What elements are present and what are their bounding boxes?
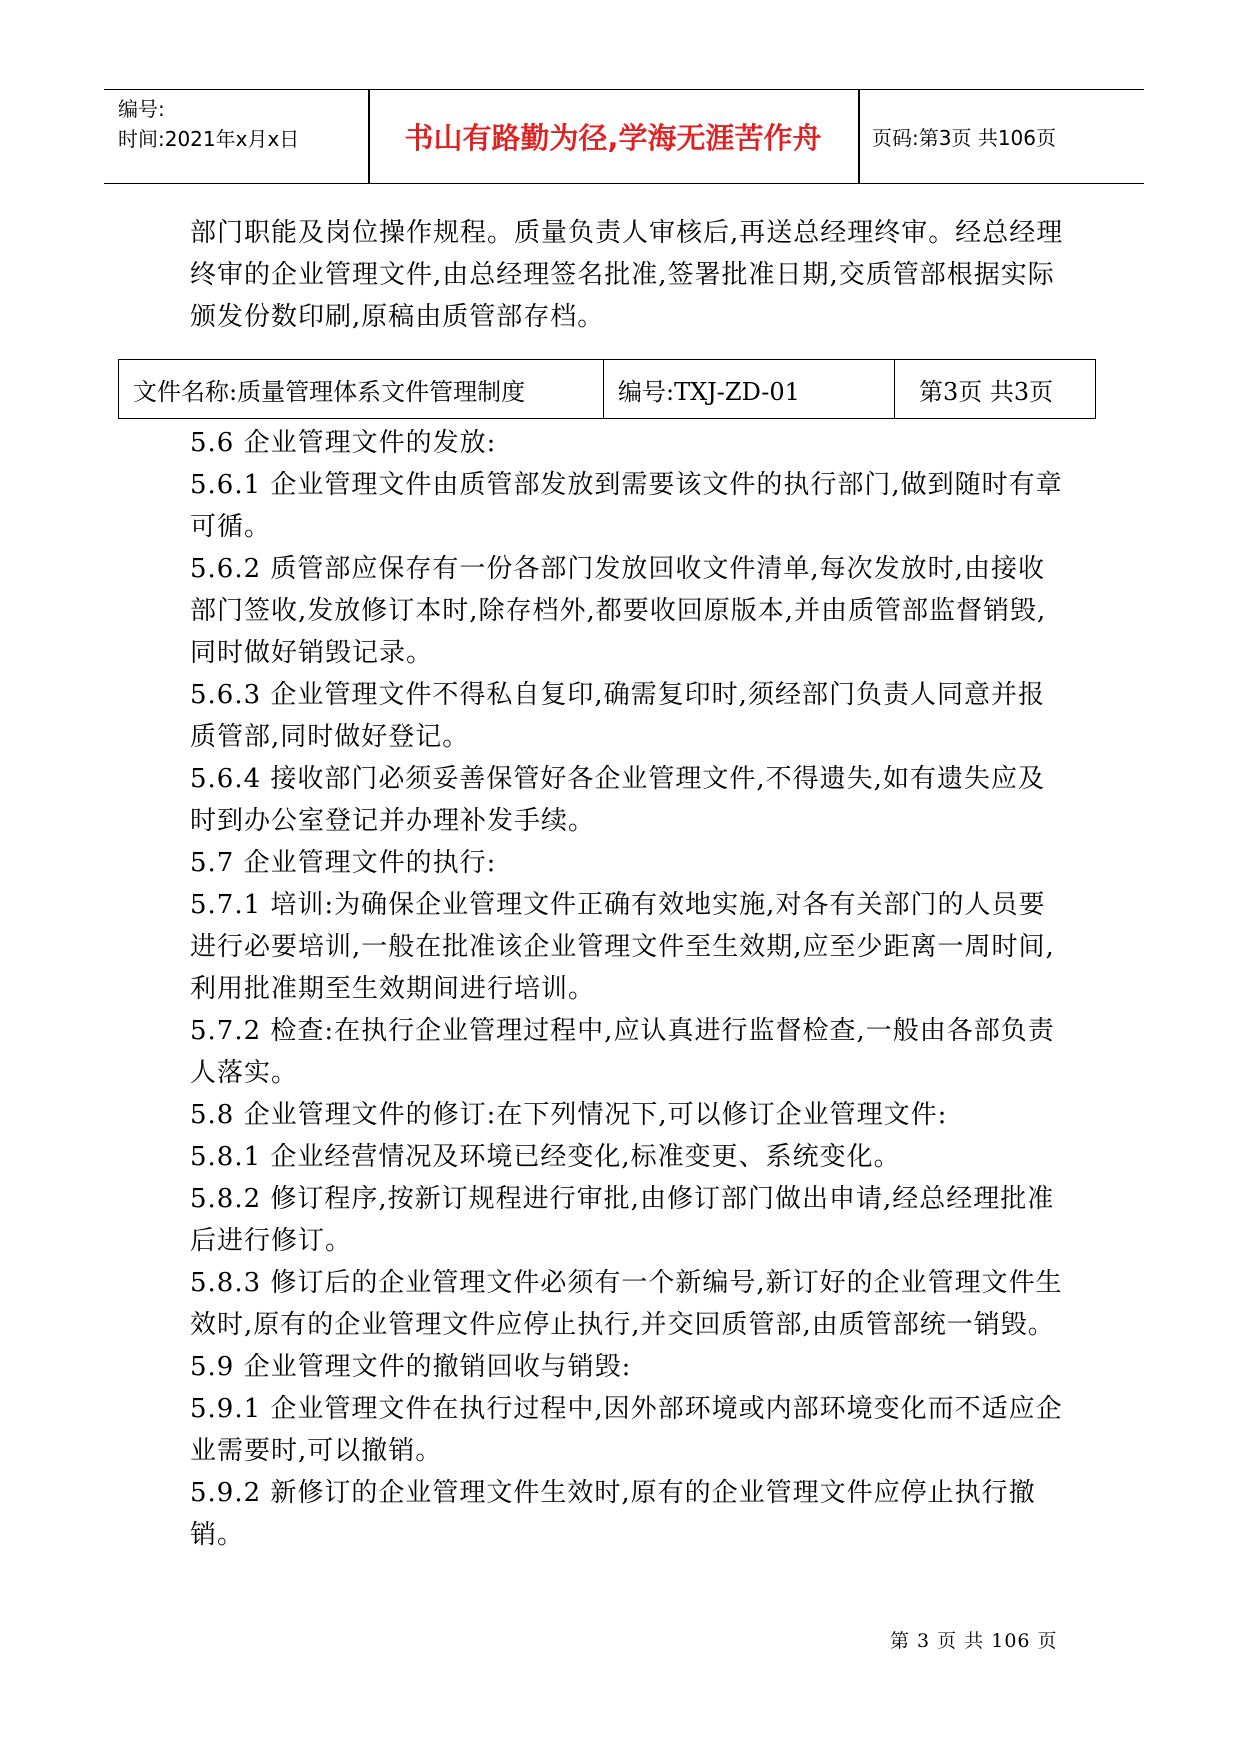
document-time: 时间:2021年x月x日 (118, 127, 300, 151)
section-5-6-4: 5.6.4 接收部门必须妥善保管好各企业管理文件,不得遗失,如有遗失应及时到办公室登记并办理补发手续。 (190, 764, 1045, 836)
section-5-8-2: 5.8.2 修订程序,按新订规程进行审批,由修订部门做出申请,经总经理批准后进行修订。 (190, 1184, 1055, 1256)
intro-paragraph: 部门职能及岗位操作规程。质量负责人审核后,再送总经理终审。经总经理终审的企业管理文件,由总经理签名批准,签署批准日期,交质管部根据实际颁发份数印刷,原稿由质管部存档。 (190, 218, 1064, 332)
document-number-label: 编号: (118, 97, 165, 121)
file-page-cell: 第3页 共3页 (919, 377, 1054, 406)
section-5-6-3: 5.6.3 企业管理文件不得私自复印,确需复印时,须经部门负责人同意并报质管部,同时做好登记。 (190, 680, 1045, 752)
section-5-8-1: 5.8.1 企业经营情况及环境已经变化,标准变更、系统变化。 (190, 1142, 901, 1172)
section-5-7-2: 5.7.2 检查:在执行企业管理过程中,应认真进行监督检查,一般由各部负责人落实。 (190, 1016, 1055, 1088)
section-5-9: 5.9 企业管理文件的撤销回收与销毁: (190, 1352, 632, 1382)
header-motto: 书山有路勤为径,学海无涯苦作舟 (404, 121, 822, 155)
file-name-cell: 文件名称:质量管理体系文件管理制度 (119, 360, 604, 418)
section-list (190, 422, 1070, 1556)
header-page-info: 页码:第3页 共106页 (872, 126, 1056, 150)
section-5-6-2: 5.6.2 质管部应保存有一份各部门发放回收文件清单,每次发放时,由接收部门签收,发放修订本时,除存档外,都要收回原版本,并由质管部监督销毁,同时做好销毁记录。 (190, 554, 1047, 668)
section-5-8: 5.8 企业管理文件的修订:在下列情况下,可以修订企业管理文件: (190, 1100, 948, 1130)
file-info-table (118, 359, 1096, 419)
header-meta (118, 94, 299, 154)
page-header (104, 89, 1144, 184)
section-5-6: 5.6 企业管理文件的发放: (190, 428, 497, 458)
file-code-cell: 编号:TXJ-ZD-01 (604, 360, 895, 418)
section-5-7-1: 5.7.1 培训:为确保企业管理文件正确有效地实施,对各有关部门的人员要进行必要培训,一般在批准该企业管理文件至生效期,应至少距离一周时间,利用批准期至生效期间进行培训。 (190, 890, 1055, 1004)
page-footer: 第 3 页 共 106 页 (890, 1630, 1058, 1652)
section-5-9-2: 5.9.2 新修订的企业管理文件生效时,原有的企业管理文件应停止执行撤销。 (190, 1478, 1036, 1550)
section-5-6-1: 5.6.1 企业管理文件由质管部发放到需要该文件的执行部门,做到随时有章可循。 (190, 470, 1063, 542)
section-5-9-1: 5.9.1 企业管理文件在执行过程中,因外部环境或内部环境变化而不适应企业需要时,可以撤销。 (190, 1394, 1063, 1466)
section-5-8-3: 5.8.3 修订后的企业管理文件必须有一个新编号,新订好的企业管理文件生效时,原有的企业管理文件应停止执行,并交回质管部,由质管部统一销毁。 (190, 1268, 1063, 1340)
section-5-7: 5.7 企业管理文件的执行: (190, 848, 497, 878)
